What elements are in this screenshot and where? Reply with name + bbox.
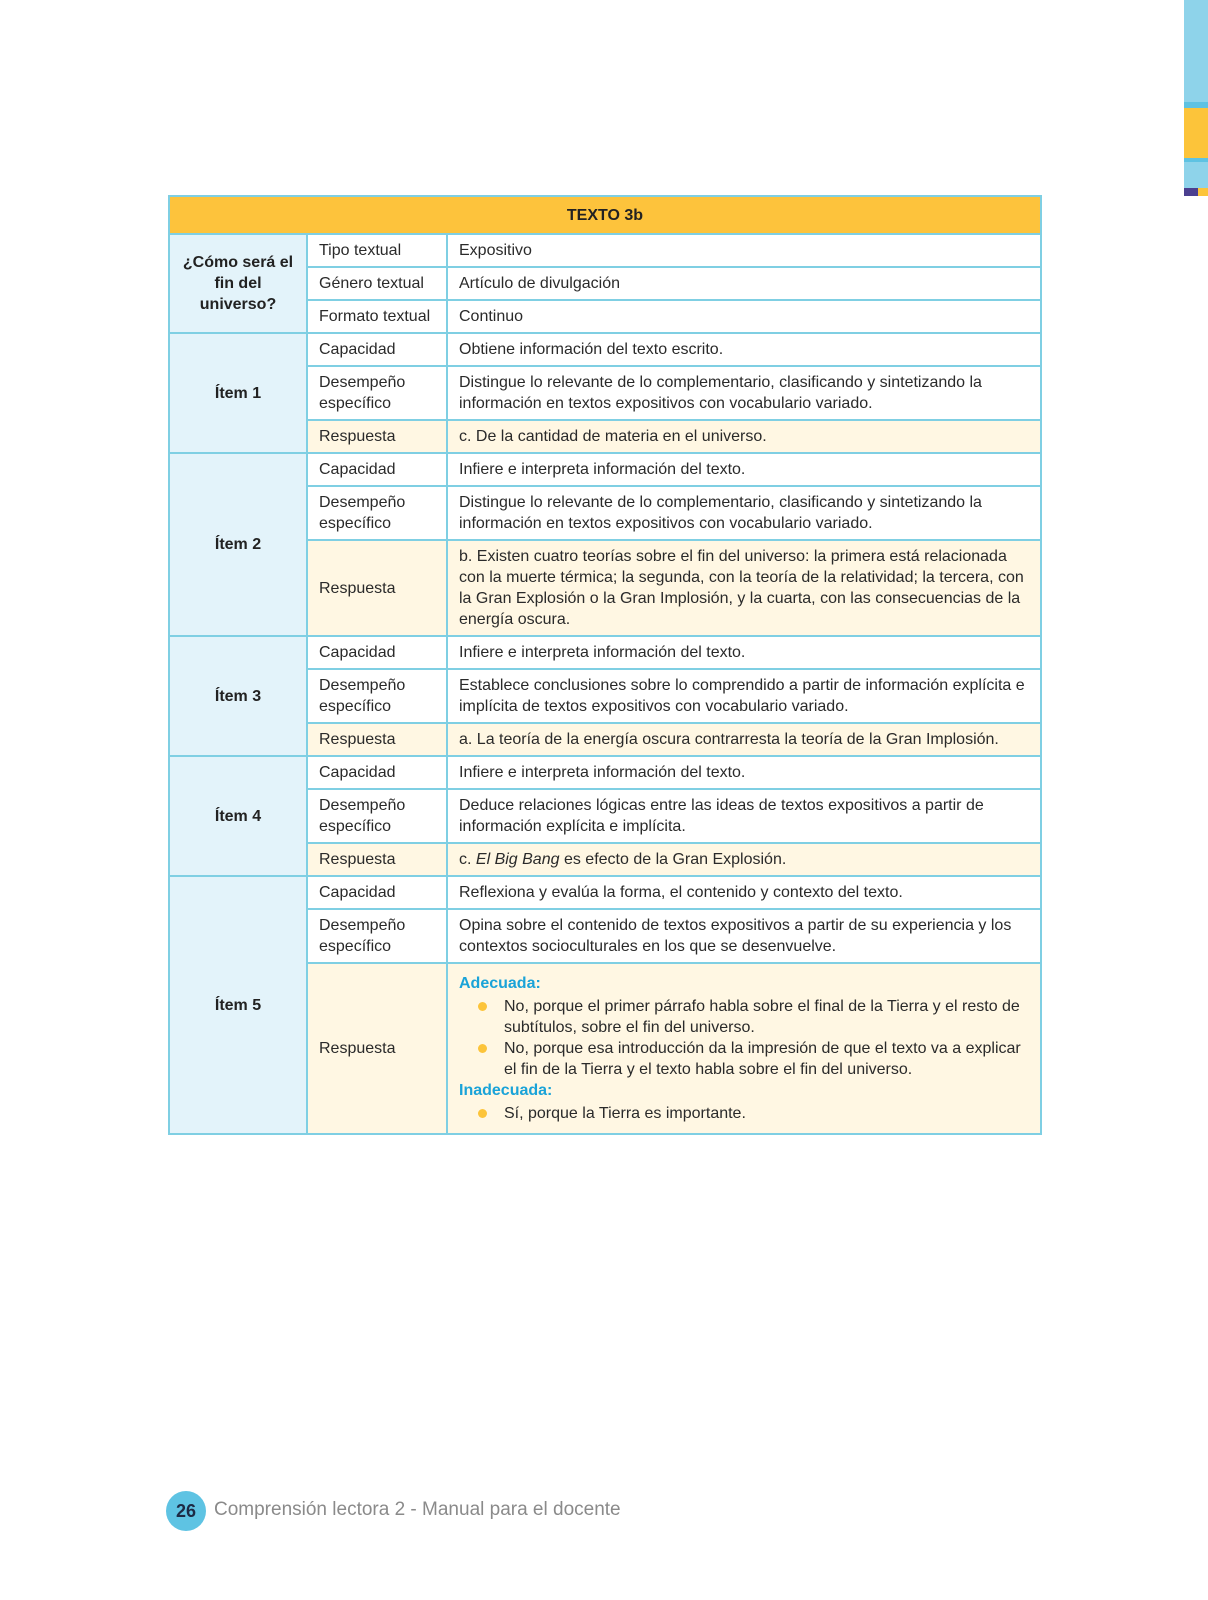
row-label: Respuesta bbox=[307, 420, 447, 453]
row-label: Respuesta bbox=[307, 540, 447, 636]
row-label: Respuesta bbox=[307, 723, 447, 756]
text-question: ¿Cómo será el fin del universo? bbox=[169, 234, 307, 333]
list-item: No, porque esa introducción da la impresión de que el texto va a explicar el fin de la Tierra y el texto habla sobre el fin del universo. bbox=[459, 1038, 1029, 1080]
respuesta-value: c. De la cantidad de materia en el universo. bbox=[447, 420, 1041, 453]
respuesta-value bbox=[447, 843, 1041, 876]
edge-decoration-yellow bbox=[1184, 108, 1208, 158]
row-label: Respuesta bbox=[307, 843, 447, 876]
edge-decoration-blue bbox=[1184, 0, 1208, 102]
list-item: No, porque el primer párrafo habla sobre el final de la Tierra y el resto de subtítulos, sobre el fin del universo. bbox=[459, 996, 1029, 1038]
row-label: Capacidad bbox=[307, 876, 447, 909]
inadecuada-label: Inadecuada: bbox=[459, 1082, 553, 1099]
table-row bbox=[169, 756, 1041, 789]
respuesta-value: b. Existen cuatro teorías sobre el fin del universo: la primera está relacionada con la muerte térmica; la segunda, con la teoría de la relatividad; la tercera, con la Gran Explosión o la Gran Implosión, y la cuarta, con las consecuencias de la energía oscura. bbox=[447, 540, 1041, 636]
desempeno-value: Opina sobre el contenido de textos expositivos a partir de su experiencia y los contextos socioculturales en los que se desenvuelve. bbox=[447, 909, 1041, 963]
table-row bbox=[169, 636, 1041, 669]
row-label: Capacidad bbox=[307, 756, 447, 789]
edge-decoration-blue bbox=[1184, 162, 1208, 188]
row-label: Capacidad bbox=[307, 636, 447, 669]
capacidad-value: Obtiene información del texto escrito. bbox=[447, 333, 1041, 366]
edge-decoration-purple bbox=[1184, 188, 1198, 196]
rubric-table bbox=[168, 195, 1042, 1135]
respuesta-value bbox=[447, 963, 1041, 1134]
capacidad-value: Infiere e interpreta información del texto. bbox=[447, 636, 1041, 669]
item-label: Ítem 4 bbox=[169, 756, 307, 876]
row-value: Artículo de divulgación bbox=[447, 267, 1041, 300]
respuesta-value: a. La teoría de la energía oscura contrarresta la teoría de la Gran Implosión. bbox=[447, 723, 1041, 756]
row-label: Desempeño específico bbox=[307, 669, 447, 723]
table-title: TEXTO 3b bbox=[169, 196, 1041, 234]
row-value: Continuo bbox=[447, 300, 1041, 333]
row-value: Expositivo bbox=[447, 234, 1041, 267]
desempeno-value: Distingue lo relevante de lo complementario, clasificando y sintetizando la información en textos expositivos con vocabulario variado. bbox=[447, 486, 1041, 540]
row-label: Desempeño específico bbox=[307, 909, 447, 963]
table-header-row bbox=[169, 196, 1041, 234]
adecuada-list bbox=[459, 996, 1029, 1080]
row-label: Género textual bbox=[307, 267, 447, 300]
adecuada-label: Adecuada: bbox=[459, 975, 541, 992]
item-label: Ítem 5 bbox=[169, 876, 307, 1134]
table-row bbox=[169, 333, 1041, 366]
row-label: Desempeño específico bbox=[307, 366, 447, 420]
respuesta-prefix: c. bbox=[459, 851, 476, 868]
row-label: Desempeño específico bbox=[307, 486, 447, 540]
row-label: Formato textual bbox=[307, 300, 447, 333]
respuesta-suffix: es efecto de la Gran Explosión. bbox=[559, 851, 787, 868]
capacidad-value: Reflexiona y evalúa la forma, el contenido y contexto del texto. bbox=[447, 876, 1041, 909]
desempeno-value: Deduce relaciones lógicas entre las ideas de textos expositivos a partir de información explícita e implícita. bbox=[447, 789, 1041, 843]
desempeno-value: Establece conclusiones sobre lo comprendido a partir de información explícita e implícita de textos expositivos con vocabulario variado. bbox=[447, 669, 1041, 723]
page-number: 26 bbox=[166, 1491, 206, 1531]
capacidad-value: Infiere e interpreta información del texto. bbox=[447, 756, 1041, 789]
desempeno-value: Distingue lo relevante de lo complementario, clasificando y sintetizando la información en textos expositivos con vocabulario variado. bbox=[447, 366, 1041, 420]
table-row bbox=[169, 234, 1041, 267]
row-label: Desempeño específico bbox=[307, 789, 447, 843]
row-label: Tipo textual bbox=[307, 234, 447, 267]
table-row bbox=[169, 453, 1041, 486]
edge-decoration-gold bbox=[1198, 188, 1208, 196]
item-label: Ítem 2 bbox=[169, 453, 307, 636]
row-label: Capacidad bbox=[307, 333, 447, 366]
list-item: Sí, porque la Tierra es importante. bbox=[459, 1103, 1029, 1124]
table-row bbox=[169, 876, 1041, 909]
item-label: Ítem 1 bbox=[169, 333, 307, 453]
row-label: Capacidad bbox=[307, 453, 447, 486]
item-label: Ítem 3 bbox=[169, 636, 307, 756]
inadecuada-list bbox=[459, 1103, 1029, 1124]
footer-title: Comprensión lectora 2 - Manual para el docente bbox=[214, 1499, 621, 1520]
row-label: Respuesta bbox=[307, 963, 447, 1134]
capacidad-value: Infiere e interpreta información del texto. bbox=[447, 453, 1041, 486]
respuesta-italic: El Big Bang bbox=[475, 851, 560, 868]
